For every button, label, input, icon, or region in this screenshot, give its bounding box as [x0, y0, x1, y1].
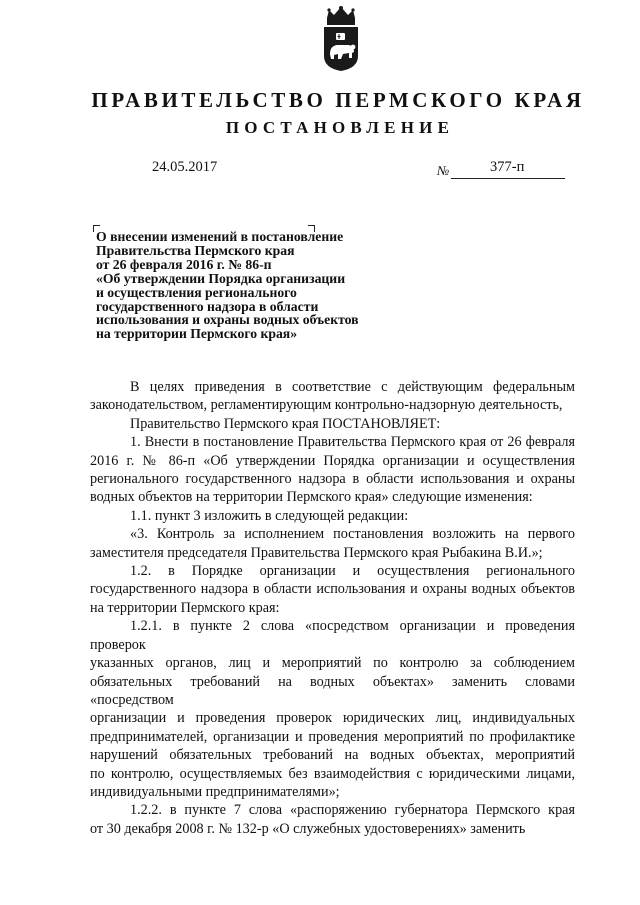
number-sign: №	[437, 163, 450, 178]
body-line: от 30 декабря 2008 г. № 132-р «О служебных удостоверениях» заменить	[90, 820, 526, 837]
body-line: государственного надзора в области использования и охраны водных объектов	[90, 581, 575, 598]
body-line: водных объектов на территории Пермского края» следующие изменения:	[90, 489, 533, 506]
subject-line: на территории Пермского края»	[96, 326, 298, 342]
subject-line: использования и охраны водных объектов	[96, 312, 359, 328]
subject-line: О внесении изменений в постановление	[96, 229, 344, 244]
body-line: 1.2. в Порядке организации и осуществления регионального	[130, 563, 575, 580]
number-underline	[451, 178, 565, 179]
document-body	[90, 378, 575, 838]
body-line: указанных органов, лиц и мероприятий по контролю за соблюдением	[90, 655, 575, 672]
body-line: 1. Внести в постановление Правительства Пермского края от 26 февраля	[130, 434, 575, 451]
subject-line: от 26 февраля 2016 г. № 86-п	[96, 256, 272, 272]
subject-line: и осуществления регионального	[96, 284, 297, 300]
body-line: на территории Пермского края:	[90, 599, 280, 616]
body-line: заместителя председателя Правительства Пермского края Рыбакина В.И.»;	[90, 544, 543, 561]
subject-line: «Об утверждении Порядка организации	[96, 270, 346, 286]
body-line: В целях приведения в соответствие с действующим федеральным	[130, 379, 575, 395]
body-line: «3. Контроль за исполнением постановления возложить на первого	[130, 526, 575, 543]
document-number: 377-п	[490, 159, 525, 175]
subject-line: государственного надзора в области	[96, 298, 319, 314]
body-line: 1.2.2. в пункте 7 слова «распоряжению губернатора Пермского края	[130, 802, 575, 819]
body-line: 1.1. пункт 3 изложить в следующей редакции:	[130, 507, 409, 524]
body-line: регионального государственного надзора в области использования и охраны	[90, 471, 575, 488]
document-date: 24.05.2017	[152, 159, 218, 175]
body-line: индивидуальными предпринимателями»;	[90, 783, 340, 800]
organization-title: ПРАВИТЕЛЬСТВО ПЕРМСКОГО КРАЯ	[91, 88, 585, 112]
body-line: 2016 г. № 86-п «Об утверждении Порядка организации и осуществления	[90, 452, 575, 469]
body-line: по контролю, осуществляемых без взаимодействия с юридическими лицами,	[90, 765, 575, 782]
body-line: Правительство Пермского края ПОСТАНОВЛЯЕТ:	[130, 415, 441, 432]
body-line: предпринимателей, организации и проведения мероприятий по профилактике	[90, 728, 575, 745]
body-line: организации и проведения проверок юридических лиц, индивидуальных	[90, 710, 575, 727]
body-line: законодательством, регламентирующим контрольно-надзорную деятельность,	[90, 397, 563, 414]
body-line: обязательных требований на водных объектах» заменить словами «посредством	[90, 673, 575, 708]
body-line: нарушений обязательных требований на водных объектах, мероприятий	[90, 747, 575, 764]
subject-line: Правительства Пермского края	[96, 242, 295, 258]
document-subject	[96, 230, 416, 341]
document-type-title: ПОСТАНОВЛЕНИЕ	[225, 118, 455, 137]
body-line: 1.2.1. в пункте 2 слова «посредством организации и проведения проверок	[90, 618, 575, 653]
perm-krai-coat-of-arms-icon	[319, 6, 363, 72]
